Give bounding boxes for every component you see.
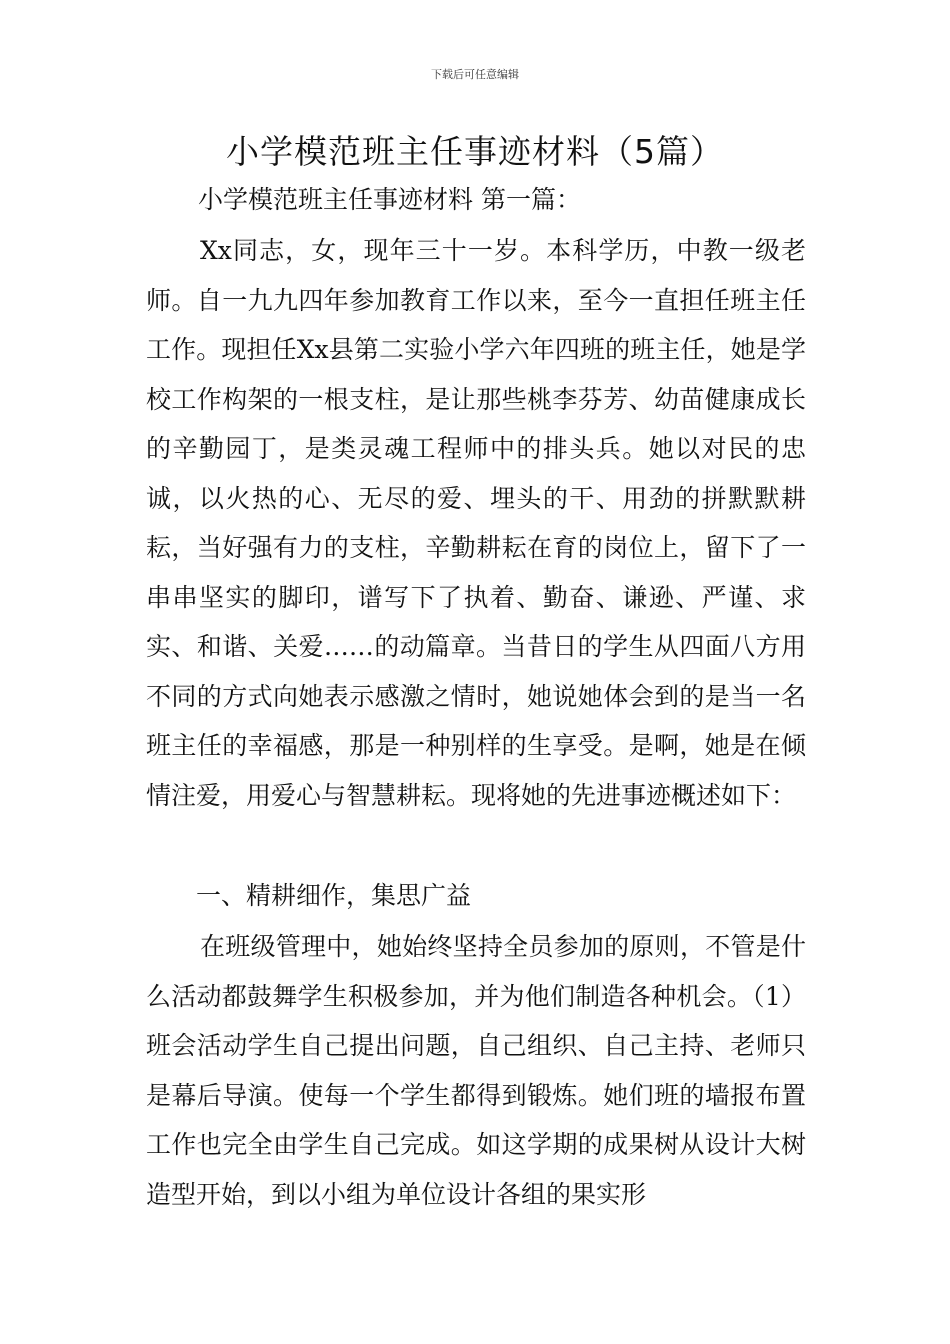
header-note: 下载后可任意编辑: [431, 68, 519, 81]
section-heading: 一、精耕细作，集思广益: [196, 881, 472, 910]
paragraph-introduction: [146, 226, 806, 820]
paragraph-text: 在班级管理中，她始终坚持全员参加的原则，不管是什么活动都鼓舞学生积极参加，并为他们制造各种机会。（1）班会活动学生自己提出问题，自己组织、自己主持、老师只是幕后导演。使每一个学生都得到锻炼。她们班的墙报布置工作也完全由学生自己完成。如这学期的成果树从设计大树造型开始，到以小组为单位设计各组的果实形: [146, 932, 806, 1209]
article-subheading: 小学模范班主任事迹材料 第一篇：: [198, 185, 581, 214]
paragraph-text: Xx同志，女，现年三十一岁。本科学历，中教一级老师。自一九九四年参加教育工作以来，至今一直担任班主任工作。现担任Xx县第二实验小学六年四班的班主任，她是学校工作构架的一根支柱，是让那些桃李芬芳、幼苗健康成长的辛勤园丁，是类灵魂工程师中的排头兵。她以对民的忠诚，以火热的心、无尽的爱、埋头的干、用劲的拼默默耕耘，当好强有力的支柱，辛勤耕耘在育的岗位上，留下了一串串坚实的脚印，谱写下了执着、勤奋、谦逊、严谨、求实、和谐、关爱……的动篇章。当昔日的学生从四面八方用不同的方式向她表示感激之情时，她说她体会到的是当一名班主任的幸福感，那是一种别样的生享受。是啊，她是在倾情注爱，用爱心与智慧耕耘。现将她的先进事迹概述如下：: [146, 236, 806, 810]
paragraph-class-management: [146, 922, 806, 1219]
document-title: 小学模范班主任事迹材料（5篇）: [226, 132, 724, 171]
